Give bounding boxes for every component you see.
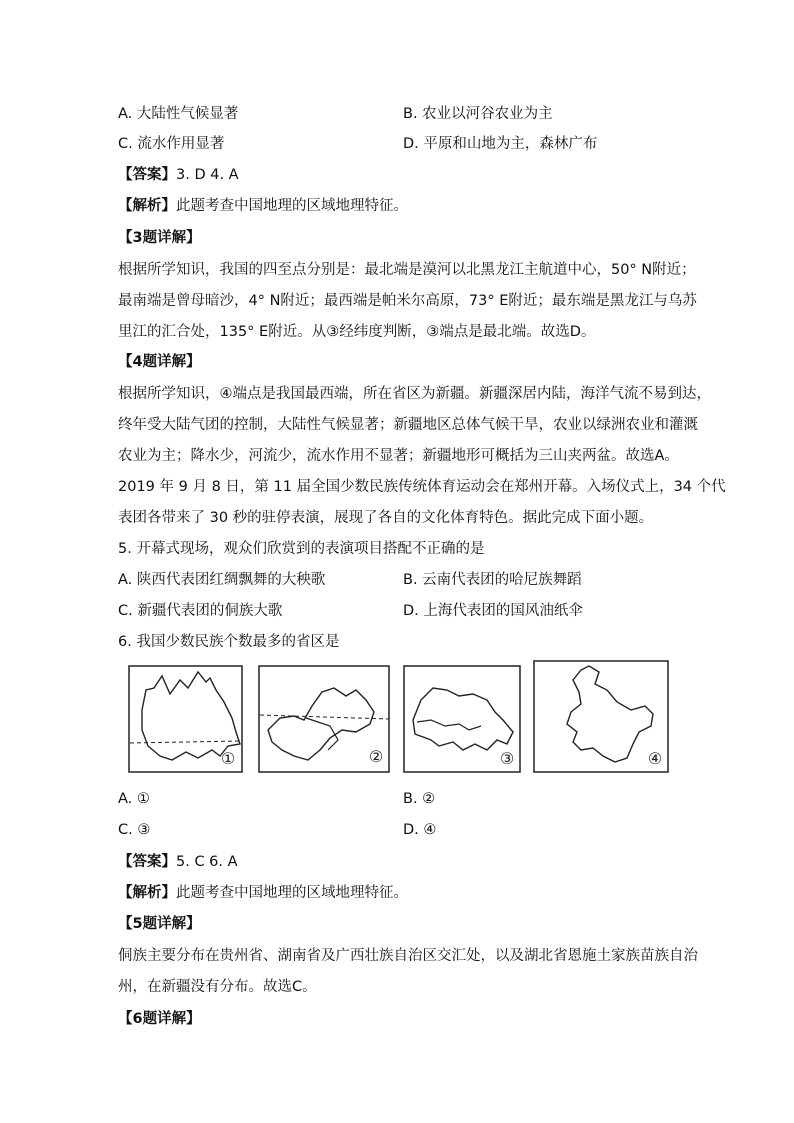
q4-detail-heading: 【4题详解】 — [118, 354, 201, 370]
answer-line — [118, 852, 238, 872]
analysis-line — [118, 883, 408, 903]
map-figure-2 — [258, 660, 390, 773]
answer-label: 【答案】 — [118, 854, 176, 870]
analysis-line — [118, 196, 408, 216]
option-d: D. 平原和山地为主，森林广布 — [403, 136, 598, 152]
option-a: A. ① — [118, 791, 150, 807]
answer-line — [118, 165, 239, 185]
q5-detail-heading: 【5题详解】 — [118, 916, 201, 932]
analysis-label: 【解析】 — [118, 885, 176, 901]
province-map-figures — [128, 660, 673, 780]
paragraph-line: 根据所学知识，④端点是我国最西端，所在省区为新疆。新疆深居内陆，海洋气流不易到达， — [118, 386, 711, 402]
option-b: B. ② — [403, 791, 436, 807]
option-c: C. 新疆代表团的侗族大歌 — [118, 603, 283, 619]
option-b: B. 云南代表团的哈尼族舞蹈 — [403, 572, 582, 588]
option-c: C. ③ — [118, 822, 151, 838]
option-c: C. 流水作用显著 — [118, 136, 225, 152]
map-label: ① — [220, 749, 236, 768]
analysis-text: 此题考查中国地理的区域地理特征。 — [176, 198, 408, 214]
map-label: ④ — [647, 749, 663, 768]
answer-text: 5. C 6. A — [176, 854, 238, 870]
paragraph-line: 最南端是曾母暗沙，4° N附近；最西端是帕米尔高原，73° E附近；最东端是黑龙江与乌苏 — [118, 293, 697, 309]
passage-line: 表团各带来了 30 秒的驻停表演，展现了各自的文化体育特色。据此完成下面小题。 — [118, 510, 654, 526]
paragraph-line: 农业为主；降水少，河流少，流水作用不显著；新疆地形可概括为三山夹两盆。故选A。 — [118, 448, 679, 464]
paragraph-line: 侗族主要分布在贵州省、湖南省及广西壮族自治区交汇处，以及湖北省恩施土家族苗族自治 — [118, 948, 698, 964]
paragraph-line: 终年受大陆气团的控制，大陆性气候显著；新疆地区总体气候干旱，农业以绿洲农业和灌溉 — [118, 417, 698, 433]
option-b: B. 农业以河谷农业为主 — [403, 106, 553, 122]
analysis-label: 【解析】 — [118, 198, 176, 214]
q6-detail-heading: 【6题详解】 — [118, 1011, 201, 1027]
answer-text: 3. D 4. A — [176, 167, 239, 183]
map-label: ③ — [499, 749, 515, 768]
map-figure-1 — [128, 660, 243, 773]
q3-detail-heading: 【3题详解】 — [118, 230, 201, 246]
passage-line: 2019 年 9 月 8 日，第 11 届全国少数民族传统体育运动会在郑州开幕。入场仪式上，34 个代 — [118, 479, 726, 495]
paragraph-line: 根据所学知识，我国的四至点分别是：最北端是漠河以北黑龙江主航道中心，50° N附近； — [118, 262, 696, 278]
paragraph-line: 里江的汇合处，135° E附近。从③经纬度判断，③端点是最北端。故选D。 — [118, 324, 596, 340]
map-label: ② — [368, 747, 384, 766]
q6-stem: 6. 我国少数民族个数最多的省区是 — [118, 634, 340, 650]
option-d: D. ④ — [403, 822, 437, 838]
option-a: A. 陕西代表团红绸飘舞的大秧歌 — [118, 572, 326, 588]
map-figure-3 — [403, 660, 521, 773]
paragraph-line: 州，在新疆没有分布。故选C。 — [118, 979, 317, 995]
option-a: A. 大陆性气候显著 — [118, 106, 239, 122]
answer-label: 【答案】 — [118, 167, 176, 183]
map-figure-4 — [533, 660, 669, 773]
q5-stem: 5. 开幕式现场，观众们欣赏到的表演项目搭配不正确的是 — [118, 541, 485, 557]
analysis-text: 此题考查中国地理的区域地理特征。 — [176, 885, 408, 901]
option-d: D. 上海代表团的国风油纸伞 — [403, 603, 583, 619]
